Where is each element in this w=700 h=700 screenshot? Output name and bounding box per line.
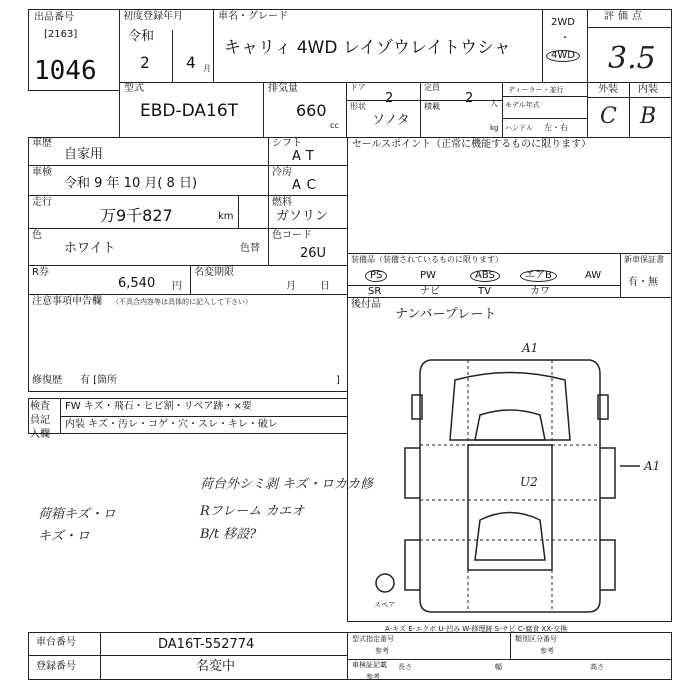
lot-sub: [2163]	[44, 29, 78, 40]
year: 2	[140, 53, 150, 72]
seats-value: 2	[465, 91, 474, 106]
hand-note-4: 荷箱キズ・ロ	[38, 507, 116, 522]
ac-value: AC	[292, 178, 322, 193]
equip-pw: PW	[420, 270, 436, 281]
rcert-label: R券	[32, 267, 49, 278]
drive-dot: ・	[560, 33, 570, 44]
equip-airbag: エアB	[520, 270, 557, 282]
caution-label: 注意事項申告欄	[32, 296, 102, 307]
dims-ref: 参考	[366, 673, 380, 681]
month-unit: 月	[203, 64, 211, 73]
sales-point-box	[347, 137, 672, 254]
ext-value: C	[600, 104, 617, 129]
type-label: 型式	[124, 83, 144, 94]
equip-aw: AW	[585, 270, 602, 281]
inspect-value: 令和 9 年 10 月( 8 日)	[64, 176, 198, 191]
mileage-label: 走行	[32, 197, 52, 208]
door-label: ドア	[350, 83, 366, 92]
type-spec-ref: 参考	[375, 647, 389, 655]
mileage-value: 万9千827	[100, 206, 173, 225]
ext-label: 外装	[598, 84, 618, 95]
handle-label: ハンドル	[505, 124, 533, 132]
inspector-label: 検査員記入欄	[30, 401, 50, 440]
class-label: 類別区分番号	[515, 635, 557, 643]
mileage-unit: km	[218, 211, 234, 222]
equip-sr: SR	[368, 286, 382, 297]
handle-value: 左・右	[544, 123, 568, 132]
type-spec-label: 型式指定番号	[352, 635, 394, 643]
dealer-label: ディーラー・並行	[508, 86, 564, 94]
color-value: ホワイト	[64, 241, 116, 256]
dims-height: 高さ	[590, 663, 604, 671]
load-unit: kg	[490, 124, 499, 132]
door-value: 2	[385, 91, 394, 106]
accessory-label: 後付品	[351, 299, 381, 310]
spare-label: スペア	[374, 601, 395, 609]
inspector-line2: 内装 キズ・汚レ・コゲ・穴・スレ・キレ・破レ	[65, 419, 278, 430]
class-ref: 参考	[540, 647, 554, 655]
score-value: 3.5	[608, 41, 656, 76]
history-label: 車歴	[32, 138, 52, 149]
inspector-line1: FW キズ・飛石・ヒビ割・リペア跡・×要	[65, 401, 252, 412]
seats-unit: 人	[490, 99, 498, 108]
model-year-label: モデル年式	[505, 101, 540, 109]
rcert-unit: 円	[172, 281, 182, 292]
model-label: 車名・グレード	[218, 11, 288, 22]
equip-leather: カワ	[530, 286, 550, 297]
caution-box	[28, 294, 348, 392]
color-change-label: 色替	[240, 243, 260, 254]
warranty-value: 有・無	[628, 277, 658, 288]
repair-value: 有 [箇所	[80, 375, 118, 386]
dims-label: 車検証記載	[352, 661, 387, 669]
damage-mark-right: A1	[644, 459, 661, 473]
shape-value: ソノタ	[372, 113, 410, 128]
era: 令和	[128, 29, 155, 44]
warranty-label: 新車保証書	[624, 255, 664, 264]
fuel-label: 燃料	[272, 197, 292, 208]
color-label: 色	[32, 230, 42, 241]
accessory-box	[347, 297, 672, 622]
hand-note-3: B/t 移設?	[200, 527, 257, 542]
reg-value: 名変中	[196, 659, 236, 674]
color-code-value: 26U	[300, 246, 327, 261]
chassis-value: DA16T-552774	[158, 637, 255, 652]
seats-label: 定員	[424, 83, 440, 92]
damage-legend: A-キズ E-エクボ U-凹み W-修理跡 S-サビ C-腐食 XX-交換	[385, 625, 568, 633]
int-label: 内装	[638, 84, 658, 95]
title-deadline-label: 名変期限	[194, 267, 234, 278]
sales-point-label: セールスポイント（正常に機能するものに限ります）	[352, 139, 592, 150]
accessory-value: ナンバープレート	[395, 307, 497, 322]
deadline-day: 日	[320, 281, 330, 292]
drive-4wd: 4WD	[546, 50, 580, 62]
dims-length: 長さ	[398, 663, 412, 671]
disp-unit: cc	[330, 121, 339, 130]
rcert-value: 6,540	[118, 276, 156, 291]
disp-label: 排気量	[268, 83, 298, 94]
shift-value: AT	[292, 149, 320, 164]
ac-label: 冷房	[272, 167, 292, 178]
equip-navi: ナビ	[420, 286, 440, 297]
equipment-label: 装備品（装備されているものに限ります）	[351, 255, 503, 264]
score-label: 評価点	[604, 11, 646, 22]
hand-note-5: キズ・ロ	[38, 529, 90, 544]
repair-label: 修復歴	[32, 375, 62, 386]
hand-note-1: 荷台外シミ剥 キズ・ロカカ修	[200, 477, 373, 492]
first-reg-label: 初度登録年月	[123, 11, 183, 22]
shape-label: 形状	[350, 102, 366, 111]
damage-mark-top: A1	[522, 341, 539, 355]
repair-close: ]	[336, 375, 340, 386]
history-value: 自家用	[64, 147, 104, 162]
color-code-label: 色コード	[272, 230, 312, 241]
hand-note-2: Rフレーム カエオ	[200, 504, 305, 519]
lot-label: 出品番号	[34, 12, 74, 23]
equip-tv: TV	[478, 286, 491, 297]
deadline-month: 月	[286, 281, 296, 292]
lot-number: 1046	[34, 56, 97, 86]
equip-ps: PS	[365, 270, 387, 282]
model-name: キャリィ 4WD レイゾウレイトウシャ	[224, 38, 511, 58]
caution-sub: （不具合内容等は具体的に記入して下さい）	[112, 298, 252, 306]
inspect-label: 車検	[32, 167, 52, 178]
int-value: B	[640, 104, 657, 129]
type-value: EBD-DA16T	[140, 101, 239, 121]
drive-2wd: 2WD	[551, 17, 575, 28]
disp-value: 660	[296, 101, 327, 120]
equip-abs: ABS	[470, 270, 500, 282]
fuel-value: ガソリン	[276, 209, 329, 224]
shift-label: シフト	[272, 138, 302, 149]
reg-label: 登録番号	[36, 661, 76, 672]
footer-box	[28, 632, 672, 680]
damage-mark-center: U2	[520, 475, 538, 489]
dims-width: 幅	[495, 663, 502, 671]
month: 4	[186, 53, 196, 72]
load-label: 積載	[424, 102, 440, 111]
chassis-label: 車台番号	[36, 637, 76, 648]
